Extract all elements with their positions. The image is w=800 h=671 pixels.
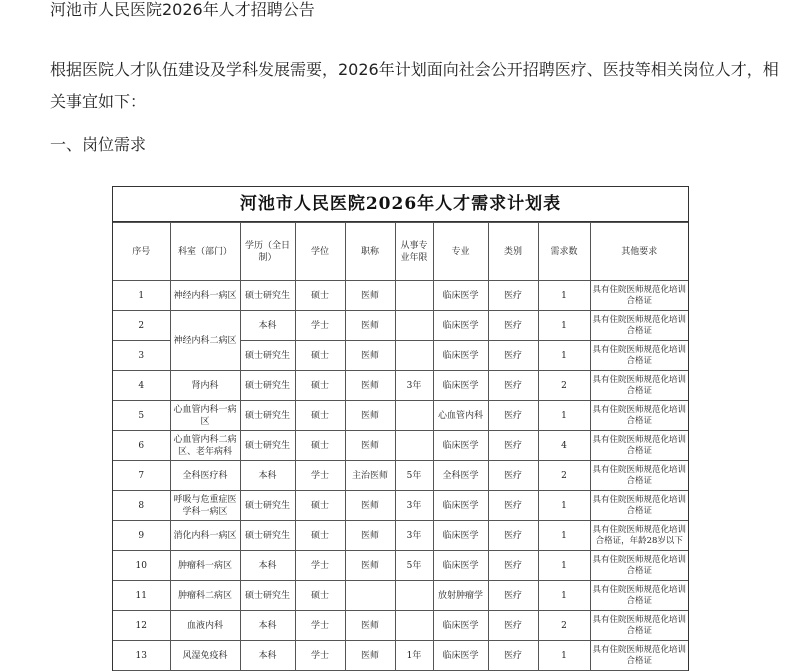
cell-years: 5年	[395, 461, 433, 491]
cell-dept: 全科医疗科	[170, 461, 240, 491]
cell-other: 具有住院医师规范化培训合格证	[590, 281, 688, 311]
cell-dept: 消化内科一病区	[170, 521, 240, 551]
cell-years: 3年	[395, 491, 433, 521]
cell-no: 10	[113, 551, 170, 581]
cell-category: 医疗	[488, 641, 538, 671]
cell-degree: 学士	[295, 311, 345, 341]
cell-dept: 神经内科一病区	[170, 281, 240, 311]
cell-no: 7	[113, 461, 170, 491]
cell-years: 3年	[395, 371, 433, 401]
cell-count: 1	[538, 641, 590, 671]
cell-count: 1	[538, 491, 590, 521]
cell-dept: 心血管内科一病区	[170, 401, 240, 431]
table-row	[113, 641, 688, 671]
cell-major: 临床医学	[433, 641, 488, 671]
cell-degree: 硕士	[295, 281, 345, 311]
table-row	[113, 521, 688, 551]
cell-category: 医疗	[488, 491, 538, 521]
cell-count: 2	[538, 371, 590, 401]
cell-other: 具有住院医师规范化培训合格证	[590, 401, 688, 431]
table-header-row	[113, 223, 688, 281]
cell-major: 全科医学	[433, 461, 488, 491]
cell-years	[395, 581, 433, 611]
cell-title: 医师	[345, 281, 395, 311]
header-category: 类别	[488, 223, 538, 281]
header-major: 专业	[433, 223, 488, 281]
cell-degree: 硕士	[295, 401, 345, 431]
cell-years: 3年	[395, 521, 433, 551]
cell-no: 8	[113, 491, 170, 521]
table-row	[113, 431, 688, 461]
cell-edu: 本科	[240, 641, 295, 671]
cell-years: 5年	[395, 551, 433, 581]
cell-no: 5	[113, 401, 170, 431]
cell-major: 临床医学	[433, 491, 488, 521]
cell-title: 医师	[345, 641, 395, 671]
cell-edu: 硕士研究生	[240, 491, 295, 521]
cell-title: 医师	[345, 491, 395, 521]
cell-dept: 呼吸与危重症医学科一病区	[170, 491, 240, 521]
cell-title: 医师	[345, 341, 395, 371]
table-row	[113, 581, 688, 611]
cell-count: 2	[538, 611, 590, 641]
cell-dept: 心血管内科二病区、老年病科	[170, 431, 240, 461]
cell-title: 医师	[345, 551, 395, 581]
table-row	[113, 281, 688, 311]
cell-title: 医师	[345, 371, 395, 401]
cell-category: 医疗	[488, 521, 538, 551]
cell-edu: 硕士研究生	[240, 281, 295, 311]
cell-count: 1	[538, 521, 590, 551]
cell-edu: 硕士研究生	[240, 371, 295, 401]
cell-degree: 硕士	[295, 341, 345, 371]
cell-major: 临床医学	[433, 311, 488, 341]
cell-title: 医师	[345, 401, 395, 431]
cell-no: 1	[113, 281, 170, 311]
cell-category: 医疗	[488, 581, 538, 611]
cell-title: 医师	[345, 311, 395, 341]
cell-count: 4	[538, 431, 590, 461]
cell-no: 3	[113, 341, 170, 371]
cell-dept: 血液内科	[170, 611, 240, 641]
cell-category: 医疗	[488, 551, 538, 581]
cell-category: 医疗	[488, 611, 538, 641]
cell-title	[345, 581, 395, 611]
cell-dept: 风湿免疫科	[170, 641, 240, 671]
cell-edu: 本科	[240, 551, 295, 581]
table-row	[113, 491, 688, 521]
cell-count: 1	[538, 401, 590, 431]
cell-other: 具有住院医师规范化培训合格证	[590, 311, 688, 341]
header-other: 其他要求	[590, 223, 688, 281]
cell-no: 4	[113, 371, 170, 401]
cell-years	[395, 611, 433, 641]
cell-title: 主治医师	[345, 461, 395, 491]
header-dept: 科室（部门）	[170, 223, 240, 281]
header-title: 职称	[345, 223, 395, 281]
cell-degree: 学士	[295, 551, 345, 581]
cell-years	[395, 281, 433, 311]
header-years: 从事专业年限	[395, 223, 433, 281]
cell-category: 医疗	[488, 431, 538, 461]
cell-degree: 硕士	[295, 581, 345, 611]
cell-years	[395, 311, 433, 341]
cell-other: 具有住院医师规范化培训合格证	[590, 371, 688, 401]
table-row	[113, 371, 688, 401]
cell-count: 1	[538, 311, 590, 341]
cell-edu: 本科	[240, 611, 295, 641]
cell-other: 具有住院医师规范化培训合格证	[590, 461, 688, 491]
table-title: 河池市人民医院2026年人才需求计划表	[113, 187, 688, 222]
table-row	[113, 551, 688, 581]
cell-years	[395, 431, 433, 461]
cell-title: 医师	[345, 611, 395, 641]
cell-category: 医疗	[488, 371, 538, 401]
cell-major: 临床医学	[433, 431, 488, 461]
cell-other: 具有住院医师规范化培训合格证	[590, 431, 688, 461]
cell-category: 医疗	[488, 311, 538, 341]
cell-title: 医师	[345, 431, 395, 461]
header-count: 需求数	[538, 223, 590, 281]
cell-edu: 本科	[240, 311, 295, 341]
cell-edu: 硕士研究生	[240, 431, 295, 461]
cell-dept: 肿瘤科一病区	[170, 551, 240, 581]
cell-count: 1	[538, 581, 590, 611]
cell-years: 1年	[395, 641, 433, 671]
cell-other: 具有住院医师规范化培训合格证	[590, 551, 688, 581]
cell-major: 临床医学	[433, 611, 488, 641]
page-title: 河池市人民医院2026年人才招聘公告	[50, 0, 315, 19]
cell-title: 医师	[345, 521, 395, 551]
cell-no: 13	[113, 641, 170, 671]
cell-degree: 硕士	[295, 521, 345, 551]
cell-category: 医疗	[488, 461, 538, 491]
cell-major: 临床医学	[433, 341, 488, 371]
cell-years	[395, 341, 433, 371]
cell-no: 9	[113, 521, 170, 551]
cell-other: 具有住院医师规范化培训合格证	[590, 581, 688, 611]
cell-other: 具有住院医师规范化培训合格证，年龄28岁以下	[590, 521, 688, 551]
recruitment-plan-table	[112, 186, 689, 671]
cell-major: 临床医学	[433, 281, 488, 311]
cell-no: 11	[113, 581, 170, 611]
cell-edu: 本科	[240, 461, 295, 491]
table-row	[113, 461, 688, 491]
cell-no: 6	[113, 431, 170, 461]
cell-count: 2	[538, 461, 590, 491]
cell-category: 医疗	[488, 401, 538, 431]
cell-edu: 硕士研究生	[240, 401, 295, 431]
cell-degree: 学士	[295, 641, 345, 671]
plan-table-grid	[113, 222, 688, 671]
cell-count: 1	[538, 341, 590, 371]
cell-major: 临床医学	[433, 551, 488, 581]
header-edu: 学历（全日制）	[240, 223, 295, 281]
cell-category: 医疗	[488, 341, 538, 371]
cell-count: 1	[538, 551, 590, 581]
cell-no: 12	[113, 611, 170, 641]
cell-count: 1	[538, 281, 590, 311]
cell-degree: 学士	[295, 611, 345, 641]
table-row	[113, 311, 688, 341]
cell-edu: 硕士研究生	[240, 521, 295, 551]
cell-degree: 硕士	[295, 491, 345, 521]
cell-other: 具有住院医师规范化培训合格证	[590, 491, 688, 521]
cell-dept: 肿瘤科二病区	[170, 581, 240, 611]
cell-dept: 神经内科二病区	[170, 311, 240, 371]
header-no: 序号	[113, 223, 170, 281]
table-row	[113, 611, 688, 641]
cell-no: 2	[113, 311, 170, 341]
cell-other: 具有住院医师规范化培训合格证	[590, 341, 688, 371]
cell-other: 具有住院医师规范化培训合格证	[590, 641, 688, 671]
cell-major: 临床医学	[433, 371, 488, 401]
intro-paragraph: 根据医院人才队伍建设及学科发展需要，2026年计划面向社会公开招聘医疗、医技等相关岗位人才，相关事宜如下：	[50, 60, 779, 111]
table-row	[113, 401, 688, 431]
table-body	[113, 281, 688, 671]
cell-degree: 硕士	[295, 431, 345, 461]
cell-major: 放射肿瘤学	[433, 581, 488, 611]
cell-dept: 肾内科	[170, 371, 240, 401]
cell-major: 心血管内科	[433, 401, 488, 431]
cell-major: 临床医学	[433, 521, 488, 551]
cell-degree: 学士	[295, 461, 345, 491]
cell-edu: 硕士研究生	[240, 581, 295, 611]
cell-category: 医疗	[488, 281, 538, 311]
cell-years	[395, 401, 433, 431]
header-degree: 学位	[295, 223, 345, 281]
section-heading-positions: 一、岗位需求	[50, 135, 147, 154]
cell-degree: 硕士	[295, 371, 345, 401]
cell-edu: 硕士研究生	[240, 341, 295, 371]
cell-other: 具有住院医师规范化培训合格证	[590, 611, 688, 641]
